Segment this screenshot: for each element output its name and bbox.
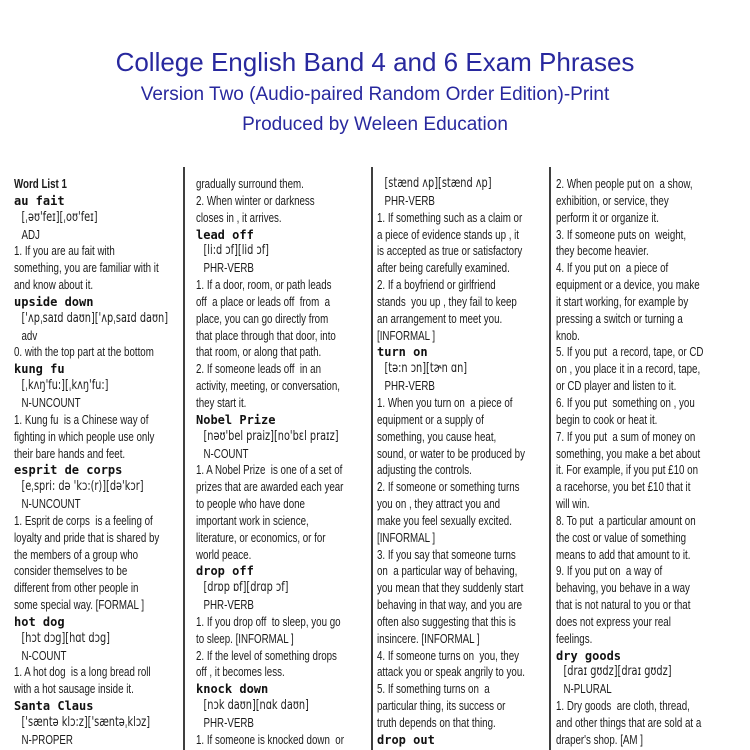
- definition-line: a racehorse, you bet £10 that it: [556, 479, 691, 495]
- word-column-2: [196, 176, 368, 749]
- part-of-speech: N-UNCOUNT: [21, 394, 81, 410]
- definition-line: equipment or a supply of: [377, 411, 484, 427]
- document-header: [0, 46, 750, 138]
- pronunciation: [eˌspri: də 'kɔ:(r)][də'kɔr]: [21, 479, 144, 495]
- definition-line: 1. If you are au fait with: [14, 243, 115, 259]
- definition-line: often also suggesting that this is: [377, 613, 516, 629]
- definition-line: that is not natural to you or that: [556, 597, 691, 613]
- pronunciation: [li:d ɔf][lid ɔf]: [203, 243, 269, 259]
- definition-line: loyalty and pride that is shared by: [14, 529, 160, 545]
- definition-line: truth depends on that thing.: [377, 715, 496, 730]
- word-column-3: [377, 176, 547, 749]
- definition-line: draper's shop. [AM ]: [556, 731, 643, 747]
- definition-line: that room, or along that path.: [196, 344, 322, 360]
- headword: lead off: [196, 227, 254, 242]
- page-subtitle-producer: Produced by Weleen Education: [242, 114, 508, 135]
- pronunciation: ['ʌpˌsaɪd daʊn]['ʌpˌsaɪd daʊn]: [21, 310, 169, 326]
- definition-line: some special way. [FORMAL ]: [14, 597, 145, 613]
- headword: esprit de corps: [14, 463, 123, 478]
- definition-line: exhibition, or service, they: [556, 192, 669, 208]
- definition-line: different from other people in: [14, 580, 139, 596]
- definition-line: to people who have done: [196, 496, 305, 512]
- headword: kung fu: [14, 362, 65, 377]
- definition-line: [INFORMAL ]: [377, 327, 436, 343]
- word-column-4: [556, 176, 746, 749]
- headword: turn on: [377, 345, 428, 360]
- definition-line: 2. When people put on a show,: [556, 176, 693, 191]
- headword: knock down: [196, 682, 269, 697]
- definition-line: after being carefully examined.: [377, 260, 510, 276]
- pronunciation: [nəʊ'bel praiz][no'bɛl praɪz]: [203, 428, 339, 444]
- definition-line: stands you up , they fail to keep: [377, 293, 517, 309]
- definition-line: 1. Kung fu is a Chinese way of: [14, 411, 149, 427]
- definition-line: 1. Esprit de corps is a feeling of: [14, 512, 153, 528]
- definition-line: 2. If someone leads off in an: [196, 361, 322, 377]
- definition-line: it start working, for example by: [556, 293, 689, 309]
- headword: drop off: [196, 564, 254, 579]
- definition-line: on a particular way of behaving,: [377, 563, 518, 579]
- definition-line: behaving, you behave in a way: [556, 580, 690, 596]
- definition-line: attack you or speak angrily to you.: [377, 664, 525, 680]
- definition-line: an arrangement to meet you.: [377, 310, 503, 326]
- headword: au fait: [14, 193, 65, 208]
- headword: Santa Claus: [14, 699, 94, 714]
- pronunciation: ['sæntə klɔ:z]['sæntəˌklɔz]: [21, 715, 151, 730]
- definition-line: perform it or organize it.: [556, 209, 659, 225]
- part-of-speech: PHR-VERB: [384, 378, 435, 394]
- pronunciation: [ˌəʊ'feɪ][ˌoʊ'feɪ]: [21, 209, 98, 225]
- definition-line: with a hot sausage inside it.: [14, 681, 134, 697]
- definition-line: or CD player and listen to it.: [556, 378, 677, 394]
- definition-line: 1. If something such as a claim or: [377, 209, 523, 225]
- definition-line: you mean that they suddenly start: [377, 580, 524, 596]
- definition-line: pressing a switch or turning a: [556, 310, 683, 326]
- definition-line: 6. If you put something on , you: [556, 394, 695, 410]
- definition-line: [INFORMAL ]: [377, 529, 436, 545]
- definition-line: particular thing, its success or: [377, 698, 506, 714]
- definition-line: something, you make a bet about: [556, 445, 701, 461]
- definition-line: 1. When you turn on a piece of: [377, 394, 513, 410]
- pronunciation: [hɔt dɔg][hɑt dɔg]: [21, 630, 110, 646]
- definition-line: 2. If a boyfriend or girlfriend: [377, 277, 496, 293]
- definition-line: 1. If you drop off to sleep, you go: [196, 613, 341, 629]
- page-subtitle-edition: Version Two (Audio-paired Random Order Edition)-Print: [140, 84, 610, 105]
- definition-line: and other things that are sold at a: [556, 715, 702, 730]
- definition-line: a piece of evidence stands up , it: [377, 226, 520, 242]
- definition-line: that place through that door, into: [196, 327, 336, 343]
- definition-line: you on , they attract you and: [377, 496, 501, 512]
- definition-line: 8. To put a particular amount on: [556, 512, 696, 528]
- definition-line: world peace.: [196, 546, 252, 562]
- pronunciation: [drɒp ɒf][drɑp ɔf]: [203, 580, 289, 596]
- definition-line: 5. If you put a record, tape, or CD: [556, 344, 704, 360]
- pronunciation: [nɔk daʊn][nɑk daʊn]: [203, 698, 309, 714]
- headword: hot dog: [14, 614, 65, 629]
- definition-line: 1. Dry goods are cloth, thread,: [556, 698, 690, 714]
- definition-line: prizes that are awarded each year: [196, 479, 344, 495]
- word-list-title: Word List 1: [14, 176, 67, 191]
- definition-line: off , it becomes less.: [196, 664, 285, 680]
- definition-line: their bare hands and feet.: [14, 445, 126, 461]
- headword: Nobel Prize: [196, 412, 276, 427]
- word-column-1: [14, 176, 184, 749]
- definition-line: fighting in which people use only: [14, 428, 155, 444]
- part-of-speech: PHR-VERB: [203, 597, 254, 613]
- definition-line: adjusting the controls.: [377, 462, 472, 478]
- definition-line: 4. If someone turns on you, they: [377, 647, 520, 663]
- definition-line: 7. If you put a sum of money on: [556, 428, 696, 444]
- definition-line: 2. When winter or darkness: [196, 192, 315, 208]
- column-divider-2: [371, 167, 373, 750]
- part-of-speech: PHR-VERB: [203, 260, 254, 276]
- pronunciation: [draɪ gʊdz][draɪ gʊdz]: [563, 664, 672, 680]
- definition-line: feelings.: [556, 630, 593, 646]
- definition-line: off a place or leads off from a: [196, 293, 331, 309]
- part-of-speech: N-PROPER: [21, 731, 73, 747]
- definition-line: 4. If you put on a piece of: [556, 260, 669, 276]
- pronunciation: [tə:n ɔn][tɚn ɑn]: [384, 361, 468, 377]
- definition-line: make you feel sexually excited.: [377, 512, 512, 528]
- definition-line: is accepted as true or satisfactory: [377, 243, 523, 259]
- definition-line: it. For example, if you put £10 on: [556, 462, 698, 478]
- page-title: College English Band 4 and 6 Exam Phrases: [115, 47, 635, 77]
- definition-line: gradually surround them.: [196, 176, 304, 191]
- definition-line: 2. If the level of something drops: [196, 647, 337, 663]
- definition-line: they become heavier.: [556, 243, 649, 259]
- definition-line: on , you place it in a record, tape,: [556, 361, 701, 377]
- definition-line: closes in , it arrives.: [196, 209, 282, 225]
- definition-line: 1. If someone is knocked down or: [196, 731, 344, 747]
- pronunciation: [ˌkʌŋ'fu:][ˌkʌŋ'fu:]: [21, 378, 109, 394]
- definition-line: the members of a group who: [14, 546, 139, 562]
- word-list-columns: [0, 167, 750, 750]
- definition-line: sound, or water to be produced by: [377, 445, 525, 461]
- definition-line: 1. A Nobel Prize is one of a set of: [196, 462, 343, 478]
- definition-line: does not express your real: [556, 613, 671, 629]
- definition-line: place, you can go directly from: [196, 310, 329, 326]
- part-of-speech: PHR-VERB: [203, 715, 254, 730]
- part-of-speech: adv: [21, 327, 38, 343]
- definition-line: something, you are familiar with it: [14, 260, 159, 276]
- part-of-speech: PHR-VERB: [384, 192, 435, 208]
- part-of-speech: ADJ: [21, 226, 40, 242]
- definition-line: 2. If someone or something turns: [377, 479, 520, 495]
- part-of-speech: N-COUNT: [203, 445, 249, 461]
- column-divider-3: [549, 167, 551, 750]
- headword: drop out: [377, 732, 435, 747]
- definition-line: and know about it.: [14, 277, 94, 293]
- definition-line: 1. If a door, room, or path leads: [196, 277, 332, 293]
- definition-line: they start it.: [196, 394, 247, 410]
- part-of-speech: N-PLURAL: [563, 681, 612, 697]
- definition-line: 5. If something turns on a: [377, 681, 490, 697]
- definition-line: the cost or value of something: [556, 529, 687, 545]
- definition-line: knob.: [556, 327, 580, 343]
- definition-line: something, you cause heat,: [377, 428, 497, 444]
- definition-line: means to add that amount to it.: [556, 546, 691, 562]
- definition-line: 3. If someone puts on weight,: [556, 226, 687, 242]
- part-of-speech: N-UNCOUNT: [21, 496, 81, 512]
- pronunciation: [stænd ʌp][stænd ʌp]: [384, 176, 492, 191]
- definition-line: literature, or economics, or for: [196, 529, 326, 545]
- headword: dry goods: [556, 648, 622, 663]
- definition-line: to sleep. [INFORMAL ]: [196, 630, 294, 646]
- definition-line: begin to cook or heat it.: [556, 411, 658, 427]
- part-of-speech: N-COUNT: [21, 647, 67, 663]
- headword: upside down: [14, 294, 94, 309]
- definition-line: insincere. [INFORMAL ]: [377, 630, 480, 646]
- definition-line: important work in science,: [196, 512, 309, 528]
- definition-line: equipment or a device, you make: [556, 277, 700, 293]
- definition-line: 3. If you say that someone turns: [377, 546, 516, 562]
- definition-line: activity, meeting, or conversation,: [196, 378, 340, 394]
- definition-line: 0. with the top part at the bottom: [14, 344, 154, 360]
- definition-line: consider themselves to be: [14, 563, 128, 579]
- definition-line: behaving in that way, and you are: [377, 597, 523, 613]
- definition-line: will win.: [556, 496, 590, 512]
- definition-line: 1. A hot dog is a long bread roll: [14, 664, 151, 680]
- definition-line: 9. If you put on a way of: [556, 563, 663, 579]
